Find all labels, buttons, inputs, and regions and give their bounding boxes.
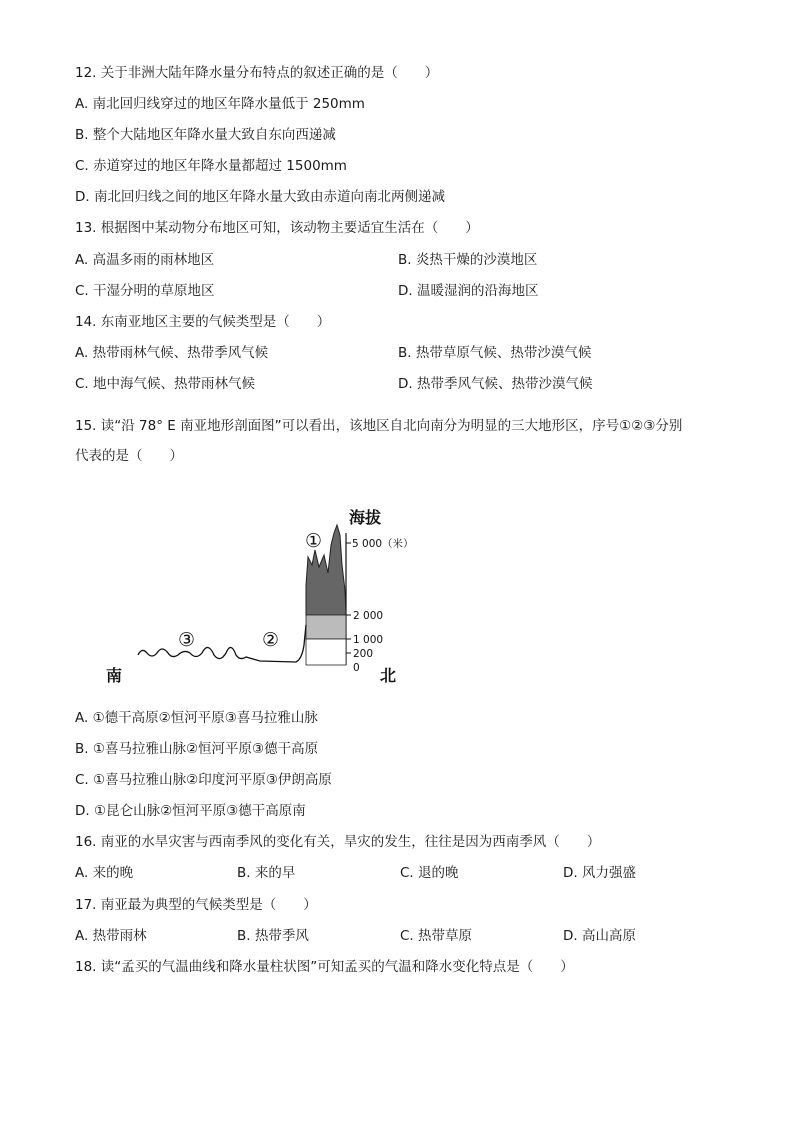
q15-option-d: D. ①昆仑山脉②恒河平原③德干高原南 — [75, 803, 306, 819]
q13-option-a: A. 高温多雨的雨林地区 — [75, 252, 215, 268]
q15-stem-line1: 15. 读“沿 78° E 南亚地形剖面图”可以看出，该地区自北向南分为明显的三大地形区，序号①②③分别 — [75, 418, 683, 434]
q15-option-b: B. ①喜马拉雅山脉②恒河平原③德干高原 — [75, 741, 319, 757]
tick-label-1000: 1 000 — [353, 634, 384, 646]
q13-option-c: C. 干湿分明的草原地区 — [75, 283, 215, 299]
q12-option-a: A. 南北回归线穿过的地区年降水量低于 250mm — [75, 96, 365, 112]
q17-option-d: D. 高山高原 — [563, 928, 636, 944]
q13-option-b: B. 炎热干燥的沙漠地区 — [398, 252, 538, 268]
q12-option-c: C. 赤道穿过的地区年降水量都超过 1500mm — [75, 158, 347, 174]
q12-stem: 12. 关于非洲大陆年降水量分布特点的叙述正确的是（ ） — [75, 65, 439, 81]
q16-option-d: D. 风力强盛 — [563, 865, 636, 881]
q14-option-b: B. 热带草原气候、热带沙漠气候 — [398, 345, 592, 361]
q15-stem-line2: 代表的是（ ） — [75, 448, 183, 464]
q14-option-d: D. 热带季风气候、热带沙漠气候 — [398, 376, 593, 392]
q16-option-c: C. 退的晚 — [400, 865, 459, 881]
q14-option-a: A. 热带雨林气候、热带季风气候 — [75, 345, 269, 361]
profile-line — [138, 625, 306, 662]
mountain-mid-zone — [306, 615, 346, 639]
q17-option-b: B. 热带季风 — [237, 928, 309, 944]
south-label: 南 — [106, 666, 123, 685]
altitude-title: 海拔 — [349, 508, 382, 527]
mountain-low-zone — [306, 639, 346, 665]
q14-option-c: C. 地中海气候、热带雨林气候 — [75, 376, 256, 392]
q13-stem: 13. 根据图中某动物分布地区可知，该动物主要适宜生活在（ ） — [75, 220, 479, 236]
q16-stem: 16. 南亚的水旱灾害与西南季风的变化有关，旱灾的发生，往往是因为西南季风（ ） — [75, 834, 601, 850]
q14-stem: 14. 东南亚地区主要的气候类型是（ ） — [75, 314, 331, 330]
marker-3: ③ — [178, 629, 196, 651]
q16-option-a: A. 来的晚 — [75, 865, 134, 881]
tick-label-2000: 2 000 — [353, 610, 384, 622]
tick-label-0: 0 — [353, 662, 360, 674]
marker-1: ① — [305, 530, 323, 552]
tick-label-5000: 5 000（米） — [352, 538, 414, 550]
q18-stem: 18. 读“孟买的气温曲线和降水量柱状图”可知孟买的气温和降水变化特点是（ ） — [75, 959, 574, 975]
q13-option-d: D. 温暖湿润的沿海地区 — [398, 283, 539, 299]
q12-option-d: D. 南北回归线之间的地区年降水量大致由赤道向南北两侧递减 — [75, 189, 445, 205]
q15-option-c: C. ①喜马拉雅山脉②印度河平原③伊朗高原 — [75, 772, 332, 788]
q17-option-a: A. 热带雨林 — [75, 928, 147, 944]
q16-option-b: B. 来的早 — [237, 865, 296, 881]
q15-option-a: A. ①德干高原②恒河平原③喜马拉雅山脉 — [75, 710, 318, 726]
tick-label-200: 200 — [353, 648, 374, 660]
q17-option-c: C. 热带草原 — [400, 928, 473, 944]
q17-stem: 17. 南亚最为典型的气候类型是（ ） — [75, 897, 317, 913]
q12-option-b: B. 整个大陆地区年降水量大致自东向西递减 — [75, 127, 336, 143]
north-label: 北 — [380, 666, 397, 685]
terrain-profile-figure — [0, 495, 794, 705]
marker-2: ② — [262, 629, 280, 651]
